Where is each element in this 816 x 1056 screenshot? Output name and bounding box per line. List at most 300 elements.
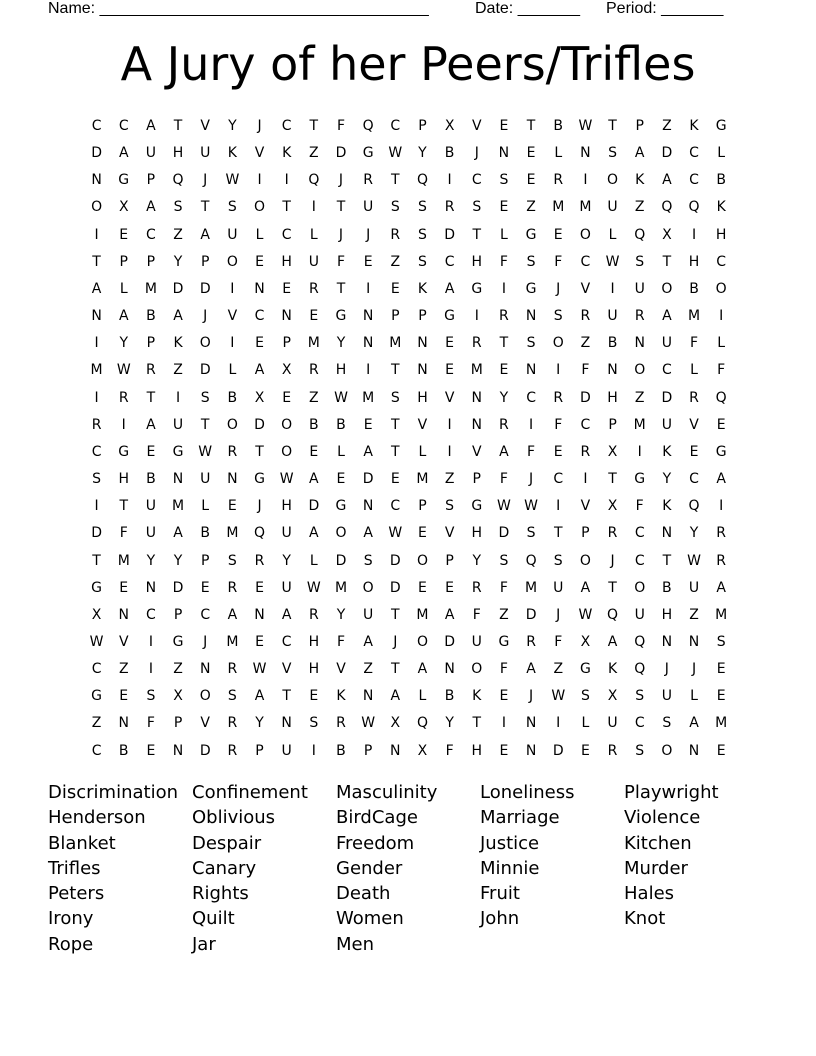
grid-letter[interactable]: D (580, 389, 591, 406)
grid-letter[interactable]: Z (309, 145, 319, 162)
grid-letter[interactable]: D (498, 525, 510, 542)
grid-letter[interactable]: A (363, 443, 373, 460)
grid-letter[interactable]: Q (362, 118, 374, 134)
grid-letter[interactable]: W (225, 172, 240, 189)
grid-letter[interactable]: U (200, 145, 211, 162)
grid-letter[interactable]: F (119, 525, 128, 542)
grid-letter[interactable]: R (254, 552, 265, 569)
grid-letter[interactable]: L (418, 443, 427, 460)
grid-letter[interactable]: B (146, 308, 156, 325)
grid-letter[interactable]: I (94, 389, 99, 406)
grid-letter[interactable]: C (634, 715, 645, 732)
grid-letter[interactable]: X (118, 199, 129, 216)
grid-letter[interactable]: P (146, 335, 156, 352)
grid-letter[interactable]: D (91, 525, 102, 542)
grid-letter[interactable]: V (254, 145, 265, 162)
grid-letter[interactable]: Q (661, 199, 673, 216)
grid-letter[interactable]: C (390, 118, 401, 134)
grid-letter[interactable]: H (471, 742, 483, 759)
grid-letter[interactable]: C (580, 253, 591, 270)
grid-letter[interactable]: T (391, 661, 400, 678)
grid-letter[interactable]: M (226, 525, 239, 542)
grid-letter[interactable]: R (227, 443, 238, 460)
grid-letter[interactable]: D (661, 145, 673, 162)
grid-letter[interactable]: I (529, 416, 534, 433)
grid-letter[interactable]: R (553, 172, 564, 189)
grid-letter[interactable]: N (91, 172, 102, 189)
grid-letter[interactable]: G (525, 280, 537, 297)
grid-letter[interactable]: T (200, 199, 210, 216)
grid-letter[interactable]: T (391, 443, 400, 460)
grid-letter[interactable]: O (607, 172, 619, 189)
grid-letter[interactable]: T (472, 715, 482, 732)
grid-letter[interactable]: N (145, 579, 157, 596)
grid-letter[interactable]: G (634, 471, 646, 488)
grid-letter[interactable]: N (254, 606, 265, 623)
grid-letter[interactable]: N (390, 742, 401, 759)
grid-letter[interactable]: S (390, 389, 400, 406)
grid-letter[interactable]: F (499, 471, 508, 488)
grid-letter[interactable]: Z (173, 226, 183, 243)
grid-letter[interactable]: K (662, 443, 672, 460)
grid-letter[interactable]: W (198, 443, 213, 460)
grid-letter[interactable]: K (472, 688, 482, 705)
grid-letter[interactable]: M (144, 280, 157, 297)
grid-letter[interactable]: H (471, 253, 483, 270)
grid-letter[interactable]: I (121, 416, 126, 433)
grid-letter[interactable]: D (308, 498, 320, 515)
grid-letter[interactable]: A (173, 525, 183, 542)
grid-letter[interactable]: S (635, 688, 645, 705)
grid-letter[interactable]: I (94, 498, 99, 515)
grid-letter[interactable]: O (552, 335, 564, 352)
grid-letter[interactable]: P (472, 471, 481, 488)
grid-letter[interactable]: P (255, 742, 264, 759)
grid-letter[interactable]: O (416, 552, 428, 569)
grid-letter[interactable]: O (634, 362, 646, 379)
grid-letter[interactable]: V (444, 389, 455, 406)
grid-letter[interactable]: A (499, 443, 509, 460)
grid-letter[interactable]: R (308, 606, 319, 623)
grid-letter[interactable]: C (281, 226, 292, 243)
grid-letter[interactable]: Y (689, 525, 699, 542)
grid-letter[interactable]: O (254, 199, 266, 216)
grid-letter[interactable]: X (607, 498, 618, 515)
grid-letter[interactable]: J (529, 688, 534, 705)
grid-letter[interactable]: S (363, 552, 373, 569)
grid-letter[interactable]: J (338, 172, 344, 189)
grid-letter[interactable]: Z (363, 661, 373, 678)
grid-letter[interactable]: E (445, 362, 455, 379)
grid-letter[interactable]: U (145, 525, 157, 542)
grid-letter[interactable]: L (418, 688, 427, 705)
grid-letter[interactable]: Y (282, 552, 291, 569)
grid-letter[interactable]: S (526, 253, 536, 270)
grid-letter[interactable]: N (498, 145, 510, 162)
grid-letter[interactable]: X (281, 362, 292, 379)
grid-letter[interactable]: G (444, 308, 456, 325)
grid-letter[interactable]: I (284, 172, 289, 189)
grid-letter[interactable]: G (91, 579, 102, 596)
grid-letter[interactable]: E (499, 118, 509, 134)
grid-letter[interactable]: F (472, 606, 481, 623)
grid-letter[interactable]: Y (662, 471, 672, 488)
grid-letter[interactable]: C (689, 172, 699, 189)
grid-letter[interactable]: F (554, 416, 563, 433)
grid-letter[interactable]: P (200, 552, 210, 569)
grid-letter[interactable]: I (556, 362, 561, 379)
grid-letter[interactable]: D (389, 552, 401, 569)
grid-letter[interactable]: Y (228, 118, 237, 134)
grid-letter[interactable]: Y (418, 145, 427, 162)
grid-letter[interactable]: U (607, 199, 618, 216)
grid-letter[interactable]: E (499, 688, 509, 705)
grid-letter[interactable]: Q (715, 389, 727, 406)
grid-letter[interactable]: T (391, 362, 400, 379)
grid-letter[interactable]: Y (119, 335, 129, 352)
grid-letter[interactable]: S (662, 715, 672, 732)
grid-letter[interactable]: R (689, 389, 699, 406)
grid-letter[interactable]: D (199, 362, 211, 379)
grid-letter[interactable]: K (282, 145, 292, 162)
grid-letter[interactable]: I (447, 172, 452, 189)
grid-letter[interactable]: M (90, 362, 103, 379)
grid-letter[interactable]: A (363, 633, 373, 650)
grid-letter[interactable]: L (717, 145, 726, 162)
grid-letter[interactable]: E (553, 226, 563, 243)
grid-letter[interactable]: Q (634, 633, 646, 650)
grid-letter[interactable]: S (526, 335, 536, 352)
grid-letter[interactable]: J (529, 471, 534, 488)
grid-letter[interactable]: C (91, 742, 102, 759)
grid-letter[interactable]: U (661, 688, 672, 705)
grid-letter[interactable]: Q (525, 552, 537, 569)
grid-letter[interactable]: E (580, 742, 590, 759)
grid-letter[interactable]: O (226, 416, 238, 433)
grid-letter[interactable]: C (254, 308, 265, 325)
grid-letter[interactable]: A (281, 606, 292, 623)
grid-letter[interactable]: R (227, 715, 238, 732)
grid-letter[interactable]: C (91, 661, 102, 678)
grid-letter[interactable]: D (254, 416, 265, 433)
grid-letter[interactable]: U (363, 606, 374, 623)
grid-letter[interactable]: P (363, 742, 373, 759)
grid-letter[interactable]: E (255, 579, 264, 596)
grid-letter[interactable]: T (119, 498, 129, 515)
grid-letter[interactable]: S (526, 525, 536, 542)
grid-letter[interactable]: I (501, 280, 506, 297)
grid-letter[interactable]: X (91, 606, 102, 623)
grid-letter[interactable]: Z (580, 335, 591, 352)
grid-letter[interactable]: P (608, 416, 617, 433)
grid-letter[interactable]: S (227, 199, 237, 216)
grid-letter[interactable]: T (255, 443, 264, 460)
grid-letter[interactable]: U (471, 633, 482, 650)
grid-letter[interactable]: P (282, 335, 291, 352)
grid-letter[interactable]: O (281, 443, 293, 460)
grid-letter[interactable]: G (118, 172, 130, 189)
grid-letter[interactable]: L (228, 362, 237, 379)
grid-letter[interactable]: O (715, 280, 727, 297)
grid-letter[interactable]: G (172, 633, 184, 650)
grid-letter[interactable]: Z (634, 389, 645, 406)
grid-letter[interactable]: V (471, 118, 482, 134)
grid-letter[interactable]: J (556, 280, 561, 297)
grid-letter[interactable]: J (203, 308, 208, 325)
grid-letter[interactable]: M (416, 471, 429, 488)
grid-letter[interactable]: K (417, 280, 428, 297)
grid-letter[interactable]: E (363, 253, 373, 270)
grid-letter[interactable]: W (578, 118, 593, 134)
grid-letter[interactable]: R (227, 661, 238, 678)
grid-letter[interactable]: I (148, 633, 153, 650)
grid-letter[interactable]: A (200, 226, 210, 243)
grid-letter[interactable]: W (388, 525, 403, 542)
grid-letter[interactable]: T (499, 335, 509, 352)
grid-letter[interactable]: R (390, 226, 401, 243)
grid-letter[interactable]: S (472, 199, 482, 216)
grid-letter[interactable]: J (203, 633, 208, 650)
grid-letter[interactable]: E (119, 226, 129, 243)
grid-letter[interactable]: G (471, 498, 483, 515)
grid-letter[interactable]: S (716, 633, 726, 650)
grid-letter[interactable]: P (391, 308, 400, 325)
grid-letter[interactable]: I (719, 308, 724, 325)
grid-letter[interactable]: H (688, 253, 700, 270)
grid-letter[interactable]: T (336, 280, 346, 297)
grid-letter[interactable]: A (444, 606, 455, 623)
grid-letter[interactable]: T (526, 118, 536, 134)
grid-letter[interactable]: A (91, 280, 102, 297)
date-field[interactable]: Date: _______ (475, 0, 580, 17)
grid-letter[interactable]: S (227, 552, 237, 569)
grid-letter[interactable]: X (580, 633, 591, 650)
grid-letter[interactable]: C (716, 253, 727, 270)
grid-letter[interactable]: D (525, 606, 537, 623)
grid-letter[interactable]: G (335, 498, 347, 515)
grid-letter[interactable]: K (662, 498, 672, 515)
grid-letter[interactable]: O (634, 579, 646, 596)
grid-letter[interactable]: U (281, 525, 292, 542)
grid-letter[interactable]: X (607, 688, 618, 705)
grid-letter[interactable]: A (146, 199, 156, 216)
grid-letter[interactable]: C (91, 443, 102, 460)
grid-letter[interactable]: K (607, 661, 618, 678)
grid-letter[interactable]: B (689, 280, 699, 297)
grid-letter[interactable]: A (146, 118, 156, 134)
grid-letter[interactable]: T (309, 118, 319, 134)
grid-letter[interactable]: N (362, 308, 374, 325)
grid-letter[interactable]: B (227, 389, 238, 406)
grid-letter[interactable]: T (146, 389, 156, 406)
grid-letter[interactable]: M (715, 715, 728, 732)
grid-letter[interactable]: B (118, 742, 129, 759)
grid-letter[interactable]: Y (173, 552, 183, 569)
grid-letter[interactable]: J (474, 145, 479, 162)
grid-letter[interactable]: G (715, 443, 727, 460)
grid-letter[interactable]: O (471, 661, 483, 678)
grid-letter[interactable]: A (173, 308, 183, 325)
grid-letter[interactable]: T (608, 118, 617, 134)
grid-letter[interactable]: Z (662, 118, 672, 134)
grid-letter[interactable]: A (390, 688, 401, 705)
grid-letter[interactable]: C (146, 606, 156, 623)
grid-letter[interactable]: N (417, 335, 428, 352)
grid-letter[interactable]: N (525, 715, 537, 732)
grid-letter[interactable]: V (580, 498, 591, 515)
grid-letter[interactable]: W (524, 498, 538, 515)
grid-letter[interactable]: L (690, 688, 698, 705)
grid-letter[interactable]: A (417, 661, 428, 678)
grid-letter[interactable]: E (309, 443, 319, 460)
grid-letter[interactable]: J (556, 606, 561, 623)
grid-letter[interactable]: P (200, 253, 210, 270)
grid-letter[interactable]: U (634, 606, 645, 623)
grid-letter[interactable]: L (119, 280, 128, 297)
grid-letter[interactable]: M (470, 362, 483, 379)
grid-letter[interactable]: M (172, 498, 185, 515)
grid-letter[interactable]: K (635, 172, 645, 189)
grid-letter[interactable]: N (172, 742, 184, 759)
grid-letter[interactable]: G (525, 226, 537, 243)
grid-letter[interactable]: E (553, 443, 563, 460)
grid-letter[interactable]: I (719, 498, 724, 515)
grid-letter[interactable]: U (172, 416, 184, 433)
grid-letter[interactable]: S (418, 199, 427, 216)
grid-letter[interactable]: D (661, 389, 673, 406)
grid-letter[interactable]: Y (336, 606, 346, 623)
grid-letter[interactable]: P (146, 253, 156, 270)
grid-letter[interactable]: E (390, 471, 400, 488)
grid-letter[interactable]: I (366, 362, 371, 379)
grid-letter[interactable]: O (199, 688, 211, 705)
grid-letter[interactable]: S (553, 308, 563, 325)
grid-letter[interactable]: V (281, 661, 292, 678)
grid-letter[interactable]: C (661, 362, 672, 379)
grid-letter[interactable]: R (526, 633, 536, 650)
grid-letter[interactable]: E (255, 335, 264, 352)
grid-letter[interactable]: M (334, 579, 348, 596)
grid-letter[interactable]: S (580, 688, 590, 705)
grid-letter[interactable]: R (580, 443, 591, 460)
grid-letter[interactable]: Y (336, 335, 346, 352)
grid-letter[interactable]: M (687, 308, 701, 325)
grid-letter[interactable]: M (525, 579, 538, 596)
grid-letter[interactable]: O (281, 416, 293, 433)
grid-letter[interactable]: C (526, 389, 536, 406)
grid-letter[interactable]: R (118, 389, 129, 406)
grid-letter[interactable]: E (200, 579, 210, 596)
grid-letter[interactable]: O (226, 253, 238, 270)
grid-letter[interactable]: E (282, 280, 292, 297)
grid-letter[interactable]: C (553, 471, 564, 488)
grid-letter[interactable]: X (417, 742, 428, 759)
grid-letter[interactable]: R (227, 579, 238, 596)
grid-letter[interactable]: J (338, 226, 344, 243)
grid-letter[interactable]: S (635, 253, 645, 270)
grid-letter[interactable]: P (418, 498, 427, 515)
grid-letter[interactable]: Y (146, 552, 156, 569)
grid-letter[interactable]: E (119, 579, 129, 596)
grid-letter[interactable]: E (309, 308, 319, 325)
grid-letter[interactable]: R (553, 389, 564, 406)
grid-letter[interactable]: A (254, 688, 265, 705)
grid-letter[interactable]: A (146, 416, 156, 433)
grid-letter[interactable]: I (637, 443, 642, 460)
grid-letter[interactable]: R (634, 308, 645, 325)
grid-letter[interactable]: W (497, 498, 511, 515)
grid-letter[interactable]: Y (499, 389, 509, 406)
grid-letter[interactable]: N (661, 525, 673, 542)
grid-letter[interactable]: F (499, 253, 508, 270)
grid-letter[interactable]: E (499, 362, 509, 379)
grid-letter[interactable]: U (607, 715, 618, 732)
grid-letter[interactable]: D (199, 280, 211, 297)
grid-letter[interactable]: G (335, 308, 347, 325)
grid-letter[interactable]: I (366, 280, 371, 297)
grid-letter[interactable]: R (308, 362, 319, 379)
grid-letter[interactable]: M (307, 335, 320, 352)
grid-letter[interactable]: K (716, 199, 726, 216)
grid-letter[interactable]: Y (173, 253, 183, 270)
grid-letter[interactable]: I (691, 226, 697, 243)
grid-letter[interactable]: R (607, 525, 618, 542)
grid-letter[interactable]: A (526, 661, 536, 678)
grid-letter[interactable]: W (89, 633, 104, 650)
grid-letter[interactable]: X (254, 389, 265, 406)
grid-letter[interactable]: C (580, 416, 591, 433)
grid-letter[interactable]: B (336, 742, 346, 759)
grid-letter[interactable]: B (444, 688, 455, 705)
grid-letter[interactable]: D (389, 579, 401, 596)
grid-letter[interactable]: C (689, 471, 699, 488)
grid-letter[interactable]: Q (688, 199, 700, 216)
grid-letter[interactable]: Q (172, 172, 184, 189)
grid-letter[interactable]: T (391, 172, 400, 189)
grid-letter[interactable]: Q (416, 715, 428, 732)
grid-letter[interactable]: L (201, 498, 210, 515)
grid-letter[interactable]: A (580, 579, 591, 596)
grid-letter[interactable]: B (662, 579, 672, 596)
grid-letter[interactable]: A (309, 525, 319, 542)
grid-letter[interactable]: K (227, 145, 237, 162)
grid-letter[interactable]: B (716, 172, 726, 189)
grid-letter[interactable]: O (661, 742, 673, 759)
grid-letter[interactable]: H (417, 389, 428, 406)
grid-letter[interactable]: D (552, 742, 564, 759)
grid-letter[interactable]: F (635, 498, 644, 515)
grid-letter[interactable]: Q (607, 606, 619, 623)
grid-letter[interactable]: X (607, 443, 618, 460)
grid-letter[interactable]: S (418, 226, 427, 243)
grid-letter[interactable]: J (393, 633, 398, 650)
grid-letter[interactable]: N (281, 715, 292, 732)
grid-letter[interactable]: H (172, 145, 184, 162)
grid-letter[interactable]: F (336, 253, 346, 270)
grid-letter[interactable]: N (688, 742, 700, 759)
grid-letter[interactable]: E (526, 172, 536, 189)
grid-letter[interactable]: N (471, 416, 482, 433)
grid-letter[interactable]: G (715, 118, 727, 134)
grid-letter[interactable]: D (172, 579, 184, 596)
grid-letter[interactable]: H (715, 226, 727, 243)
grid-letter[interactable]: G (254, 471, 265, 488)
grid-letter[interactable]: A (716, 471, 726, 488)
grid-letter[interactable]: O (91, 199, 103, 216)
grid-letter[interactable]: S (445, 498, 455, 515)
grid-letter[interactable]: V (336, 661, 346, 678)
grid-letter[interactable]: O (199, 335, 211, 352)
